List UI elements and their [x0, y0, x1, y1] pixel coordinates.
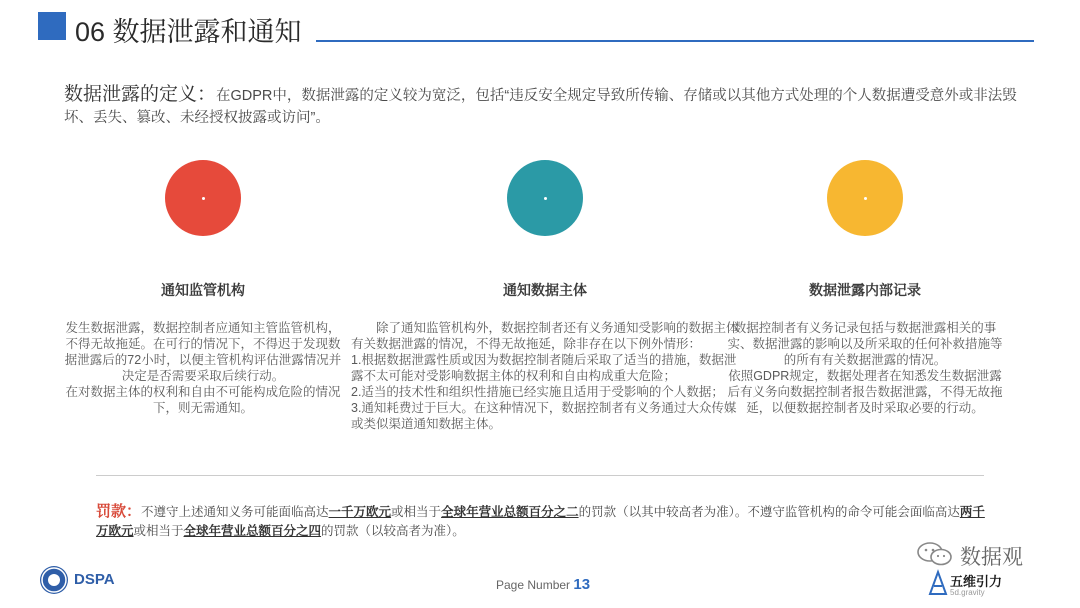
column-heading: 通知监管机构 — [161, 282, 245, 298]
definition-text: 在GDPR中，数据泄露的定义较为宽泛，包括“违反安全规定导致所传输、存储或以其他方式处理的个人数据遭受意外或非法毁坏、丢失、篡改、未经授权披露或访问”。 — [64, 88, 1017, 126]
column-paragraph: 数据控制者有义务记录包括与数据泄露相关的事实、数据泄露的影响以及所采取的任何补救措施等的所有有关数据泄露的情况。 — [727, 321, 1003, 367]
red-circle-icon — [165, 160, 241, 236]
watermark-text: 数据观 — [960, 546, 1023, 569]
dspa-logo-icon — [40, 566, 68, 594]
teal-circle-icon — [507, 160, 583, 236]
penalty-text: 不遵守上述通知义务可能面临高达 — [141, 505, 329, 519]
penalty-text: 的罚款（以较高者为准）。 — [321, 524, 465, 538]
title-underline — [316, 40, 1034, 42]
penalty-highlight: 全球年营业总额百分之四 — [183, 524, 322, 538]
penalty-highlight: 一千万欧元 — [328, 505, 392, 519]
column-internal-record — [700, 160, 1030, 416]
column-paragraph: 发生数据泄露，数据控制者应通知主管监管机构，不得无故拖延。在可行的情况下，不得迟于发现数据泄露后的72小时，以便主管机构评估泄露情况并决定是否需要采取后续行动。 — [64, 321, 342, 383]
circle-dot — [544, 197, 547, 200]
penalty-text: 的罚款（以其中较高者为准）。不遵守监管机构的命令可能会面临高达 — [578, 505, 960, 519]
title-accent-square — [38, 12, 66, 40]
column-body — [38, 320, 368, 416]
column-paragraph: 依照GDPR规定，数据处理者在知悉发生数据泄露后有义务向数据控制者报告数据泄露，不得无故拖延，以便数据控制者及时采取必要的行动。 — [727, 369, 1003, 415]
page-number-label: Page Number — [496, 578, 571, 592]
brand-logo-icon — [928, 568, 948, 601]
definition-label: 数据泄露的定义： — [64, 84, 217, 105]
penalty-highlight: 全球年营业总额百分之二 — [441, 505, 579, 519]
penalty-highlight: 两千万欧元 — [96, 505, 985, 538]
column-paragraph: 3.通知耗费过于巨大。在这种情况下，数据控制者有义务通过大众传媒或类似渠道通知数据主体。 — [351, 401, 737, 431]
circle-dot — [202, 197, 205, 200]
circle-dot — [864, 197, 867, 200]
column-paragraph: 在对数据主体的权利和自由不可能构成危险的情况下，则无需通知。 — [65, 385, 341, 415]
penalty-label: 罚款： — [96, 503, 142, 520]
page-title: 06 数据泄露和通知 — [75, 17, 302, 47]
column-body — [700, 320, 1030, 416]
penalty-text: 或相当于 — [133, 524, 184, 538]
column-heading: 数据泄露内部记录 — [809, 282, 921, 298]
brand-subtitle: 5d.gravity — [950, 588, 985, 597]
section-divider — [96, 475, 984, 476]
column-body — [345, 320, 745, 432]
penalty-text: 或相当于 — [391, 505, 442, 519]
column-notify-authority — [38, 160, 368, 416]
column-paragraph: 除了通知监管机构外，数据控制者还有义务通知受影响的数据主体有关数据泄露的情况，不得无故拖延，除非存在以下例外情形： — [351, 321, 739, 351]
definition-paragraph — [64, 84, 1034, 129]
column-paragraph: 2.适当的技术性和组织性措施已经实施且适用于受影响的个人数据； — [351, 385, 724, 399]
column-notify-subject — [345, 160, 745, 432]
page-number — [496, 576, 590, 593]
brand-name: 五维引力 — [950, 574, 1003, 589]
page-number-value: 13 — [573, 576, 591, 593]
logo-text: DSPA — [74, 571, 115, 588]
penalty-paragraph — [96, 502, 996, 541]
column-heading: 通知数据主体 — [503, 282, 587, 298]
yellow-circle-icon — [827, 160, 903, 236]
column-paragraph: 1.根据数据泄露性质或因为数据控制者随后采取了适当的措施，数据泄露不太可能对受影响数据主体的权利和自由构成重大危险； — [351, 353, 737, 383]
